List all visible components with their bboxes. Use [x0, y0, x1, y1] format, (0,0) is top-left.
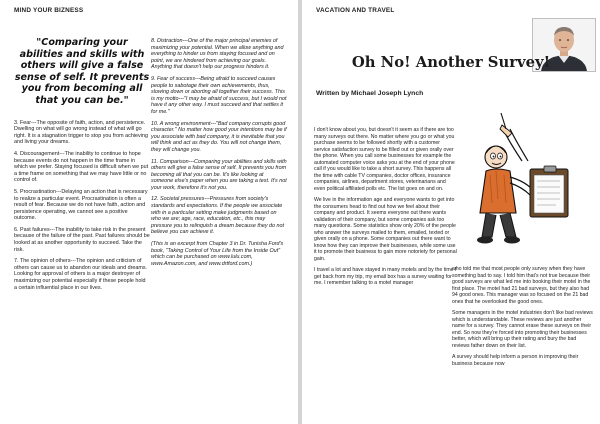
left-page: [0, 0, 298, 424]
article-title: Oh No! Another Survey!: [351, 54, 551, 71]
right-column-2: [452, 266, 594, 372]
paragraph-intro: I don't know about you, but doesn't it seem as if there are too many surveys out there. No matter where you go or what you purchase seems to be followed shortly with a customer service satisfaction survey to be filled out or given orally over the phone. When you call some businesses for example the automated computer voice asks you at the end of your phone call if you would like to take a short survey. This happens all the time with cable TV companies, doctor offices, insurance companies, airlines, department stores, veterinarians and even political affiliated polls etc. The list goes on and on.: [314, 127, 455, 192]
paragraph-survey-help: A survey should help inform a person in improving their business because now: [452, 354, 579, 367]
left-column-2: [151, 38, 287, 272]
paragraph-fear: 3. Fear---The opposite of faith, action, and persistence. Dwelling on what will go wrong instead of what will go right. It is a stagnation trigger to stop you from achieving and living your dreams.: [14, 119, 148, 146]
survey-cartoon-illustration: [452, 103, 592, 248]
paragraph-societal-pressures: 12. Societal pressures---Pressures from society's standards and expectations. If the people we associate with in a particular setting make judgments based on who we are; age, race, education, etc., this may pressure you to relinquish a dream because they do not believe you can achieve it.: [151, 196, 285, 236]
paragraph-wrong-environment: 10. A wrong environment---"Bad company corrupts good character." No matter how good your intentions may be if you associate with bad company, it is inevitable that you will think and act as they do. You will not change them, they will change you.: [151, 120, 287, 153]
paragraph-procrastination: 5. Procrastination---Delaying an action that is necessary to realize a particular event. Procrastination is often a result of fear. Because we do not have faith, action and persistence operating, we cannot see a positive outcome.: [14, 188, 148, 222]
right-page: [302, 0, 600, 424]
pull-quote: "Comparing your abilities and skills with others will give a false sense of self. It prevents you from becoming all that you can be.": [14, 37, 150, 106]
paragraph-fear-of-success: 9. Fear of success---Being afraid to succeed causes people to sabotage their own achievements, thus, slowing down or aborting all together their success. This is my motto---"I may be afraid of success, but I would not have it any other way. I must succeed and that settles it for me.": [151, 75, 287, 115]
right-running-head: VACATION AND TRAVEL: [316, 7, 395, 14]
paragraph-comparison: 11. Comparison---Comparing your abilities and skills with others will give a false sense of self. It prevents you from becoming all that you can be. It's like looking at someone else's paper when you are taking a test. It's not your work, therefore it's not you.: [151, 158, 287, 191]
paragraph-motel-manager: who told me that most people only survey when they have something bad to say. I told him that's not true because their good surveys are what led me into booking their motel in the first place. The motel had 21 bad surveys, but they also had 94 good ones. This manager was so focused on the 21 bad ones that he overlooked the good ones.: [452, 266, 591, 305]
paragraph-opinion-of-others: 7. The opinion of others---The opinion and criticism of others can cause us to abandon our ideals and dreams. Looking for approval of others is a major destroyer of maximizing our potential especially if these people hold a certain influential place in our lives.: [14, 258, 148, 291]
paragraph-information-age: We live in the information age and everyone wants to get into the consumers head to find out how we feel about their company and product. It seems everyone out there wants validation of their company, but some companies ask too many questions. Some statistics show only 20% of the people who answer the surveys mailed to them, emailed, texted or given orally on a phone. Some companies out there want to know how they can improve their businesses, while some use it to promote their business to gain more notoriety for personal gain.: [314, 197, 457, 262]
paragraph-distraction: 8. Distraction---One of the major principal enemies of maximizing your potential. When we allow anything and everything to hinder us from staying focused and on point, we are hindered from achieving our goals. Anything that doesn't help our progress hinders it.: [151, 38, 284, 71]
paragraph-past-failures: 6. Past failures---The inability to take risk in the present because of the failure of the past. Past failures should be looked at as another opportunity to succeed. Take the risk.: [14, 226, 150, 253]
right-column-1: [314, 127, 457, 292]
left-running-head: MIND YOUR BIZNESS: [14, 7, 84, 14]
paragraph-bad-reviews: Some managers in the motel industries don't like bad reviews which is understandable. These reviews are just another name for a survey. They cannot erase these surveys on their end. So now they're forced into promoting their businesses better, which will bring up their rating and bury the bad reviews father down on their list.: [452, 310, 593, 349]
paragraph-discouragement: 4. Discouragement---The inability to continue to hope because events do not happen in the time frame in which we prefer. Staying focused is difficult when we put a time frame on something that we may have little or no control of.: [14, 150, 149, 184]
paragraph-excerpt-note: (This is an excerpt from Chapter 3 in Dr. Tunisha Ford's book, "Taking Control of Your Life from the Inside Out" which can be purchased on www.lulu.com, www.Amazon.com, and www.drtford.com.): [151, 241, 284, 267]
article-byline: Written by Michael Joseph Lynch: [316, 90, 424, 97]
left-column-1: [14, 27, 150, 296]
paragraph-travel: I travel a lot and have stayed in many motels and by the time I get back from my trip, my email box has a survey waiting for me. I remember talking to a motel manager: [314, 267, 457, 286]
